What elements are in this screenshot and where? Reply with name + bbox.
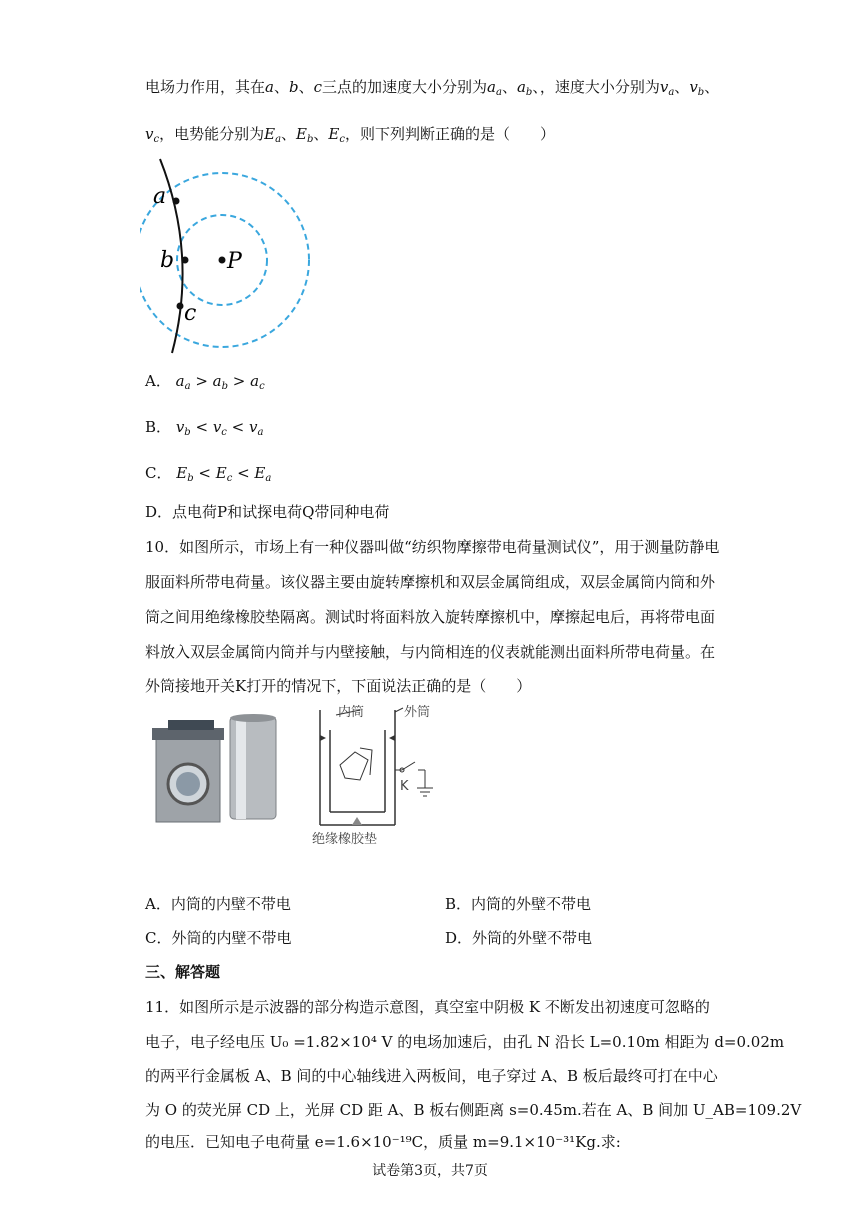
label-c: c: [184, 301, 197, 326]
q10-stem-line3: 筒之间用绝缘橡胶垫隔离。测试时将面料放入旋转摩擦机中，摩擦起电后，再将带电面: [145, 608, 716, 626]
friction-machine-photo: [150, 712, 290, 827]
page-footer: 试卷第3页，共7页: [372, 1163, 488, 1179]
label-a: a: [153, 184, 167, 209]
label-b: b: [160, 248, 175, 273]
q9-stem-line1: 电场力作用，其在a、b、c三点的加速度大小分别为$a_a$、$a_b$、，速度大小分别为$v_a$、$v_b$、: [145, 78, 720, 98]
q10-option-c[interactable]: C．外筒的内壁不带电: [145, 929, 292, 947]
outer-cylinder-label: 外筒: [404, 705, 431, 720]
point-b: [182, 257, 189, 264]
section-heading: 三、解答题: [145, 963, 221, 981]
q10-stem-line2: 服面料所带电荷量。该仪器主要由旋转摩擦机和双层金属筒组成，双层金属筒内筒和外: [145, 573, 716, 591]
q10-option-d[interactable]: D．外筒的外壁不带电: [445, 929, 593, 947]
q11-line5: 的电压．已知电子电荷量 e=1.6×10⁻¹⁹C，质量 m=9.1×10⁻³¹Kg.求:: [145, 1133, 621, 1151]
q11-line4: 为 O 的荧光屏 CD 上，光屏 CD 距 A、B 板右侧距离 s=0.45m.若在 A、B 间加 U_AB=109.2V: [145, 1101, 802, 1119]
q9-option-a[interactable]: A． $a_a > a_b > a_c$: [145, 372, 265, 392]
q9-option-d[interactable]: D．点电荷P和试探电荷Q带同种电荷: [145, 503, 390, 521]
label-P: P: [227, 249, 242, 274]
q9-stem-line2: $v_c$，电势能分别为$E_a$、$E_b$、$E_c$，则下列判断正确的是（ ）: [145, 125, 555, 145]
q9-option-b[interactable]: B． $v_b < v_c < v_a$: [145, 418, 264, 438]
q10-stem-line1: 10．如图所示，市场上有一种仪器叫做“纺织物摩擦带电荷量测试仪”，用于测量防静电: [145, 538, 720, 556]
q9-option-c[interactable]: C． $E_b < E_c < E_a$: [145, 464, 272, 484]
rubber-pad-label: 绝缘橡胶垫: [312, 832, 378, 847]
q10-stem-line4: 料放入双层金属筒内筒并与内壁接触，与内筒相连的仪表就能测出面料所带电荷量。在: [145, 643, 716, 661]
q10-option-a[interactable]: A．内筒的内壁不带电: [145, 895, 291, 913]
double-cylinder-diagram: [300, 700, 450, 850]
point-a: [173, 198, 180, 205]
point-c: [177, 303, 184, 310]
q11-line3: 的两平行金属板 A、B 间的中心轴线进入两板间，电子穿过 A、B 板后最终可打在中心: [145, 1067, 718, 1085]
q10-option-b[interactable]: B．内筒的外壁不带电: [445, 895, 592, 913]
q11-line1: 11．如图所示是示波器的部分构造示意图，真空室中阴极 K 不断发出初速度可忽略的: [145, 998, 710, 1016]
switch-label: K: [400, 779, 409, 794]
q11-line2: 电子，电子经电压 U₀ =1.82×10⁴ V 的电场加速后，由孔 N 沿长 L=0.10m 相距为 d=0.02m: [145, 1033, 785, 1051]
point-P: [219, 257, 226, 264]
q9-field-diagram: [140, 155, 310, 360]
q10-stem-line5: 外筒接地开关K打开的情况下，下面说法正确的是（ ）: [145, 677, 532, 695]
inner-cylinder-label: 内筒: [338, 705, 365, 720]
